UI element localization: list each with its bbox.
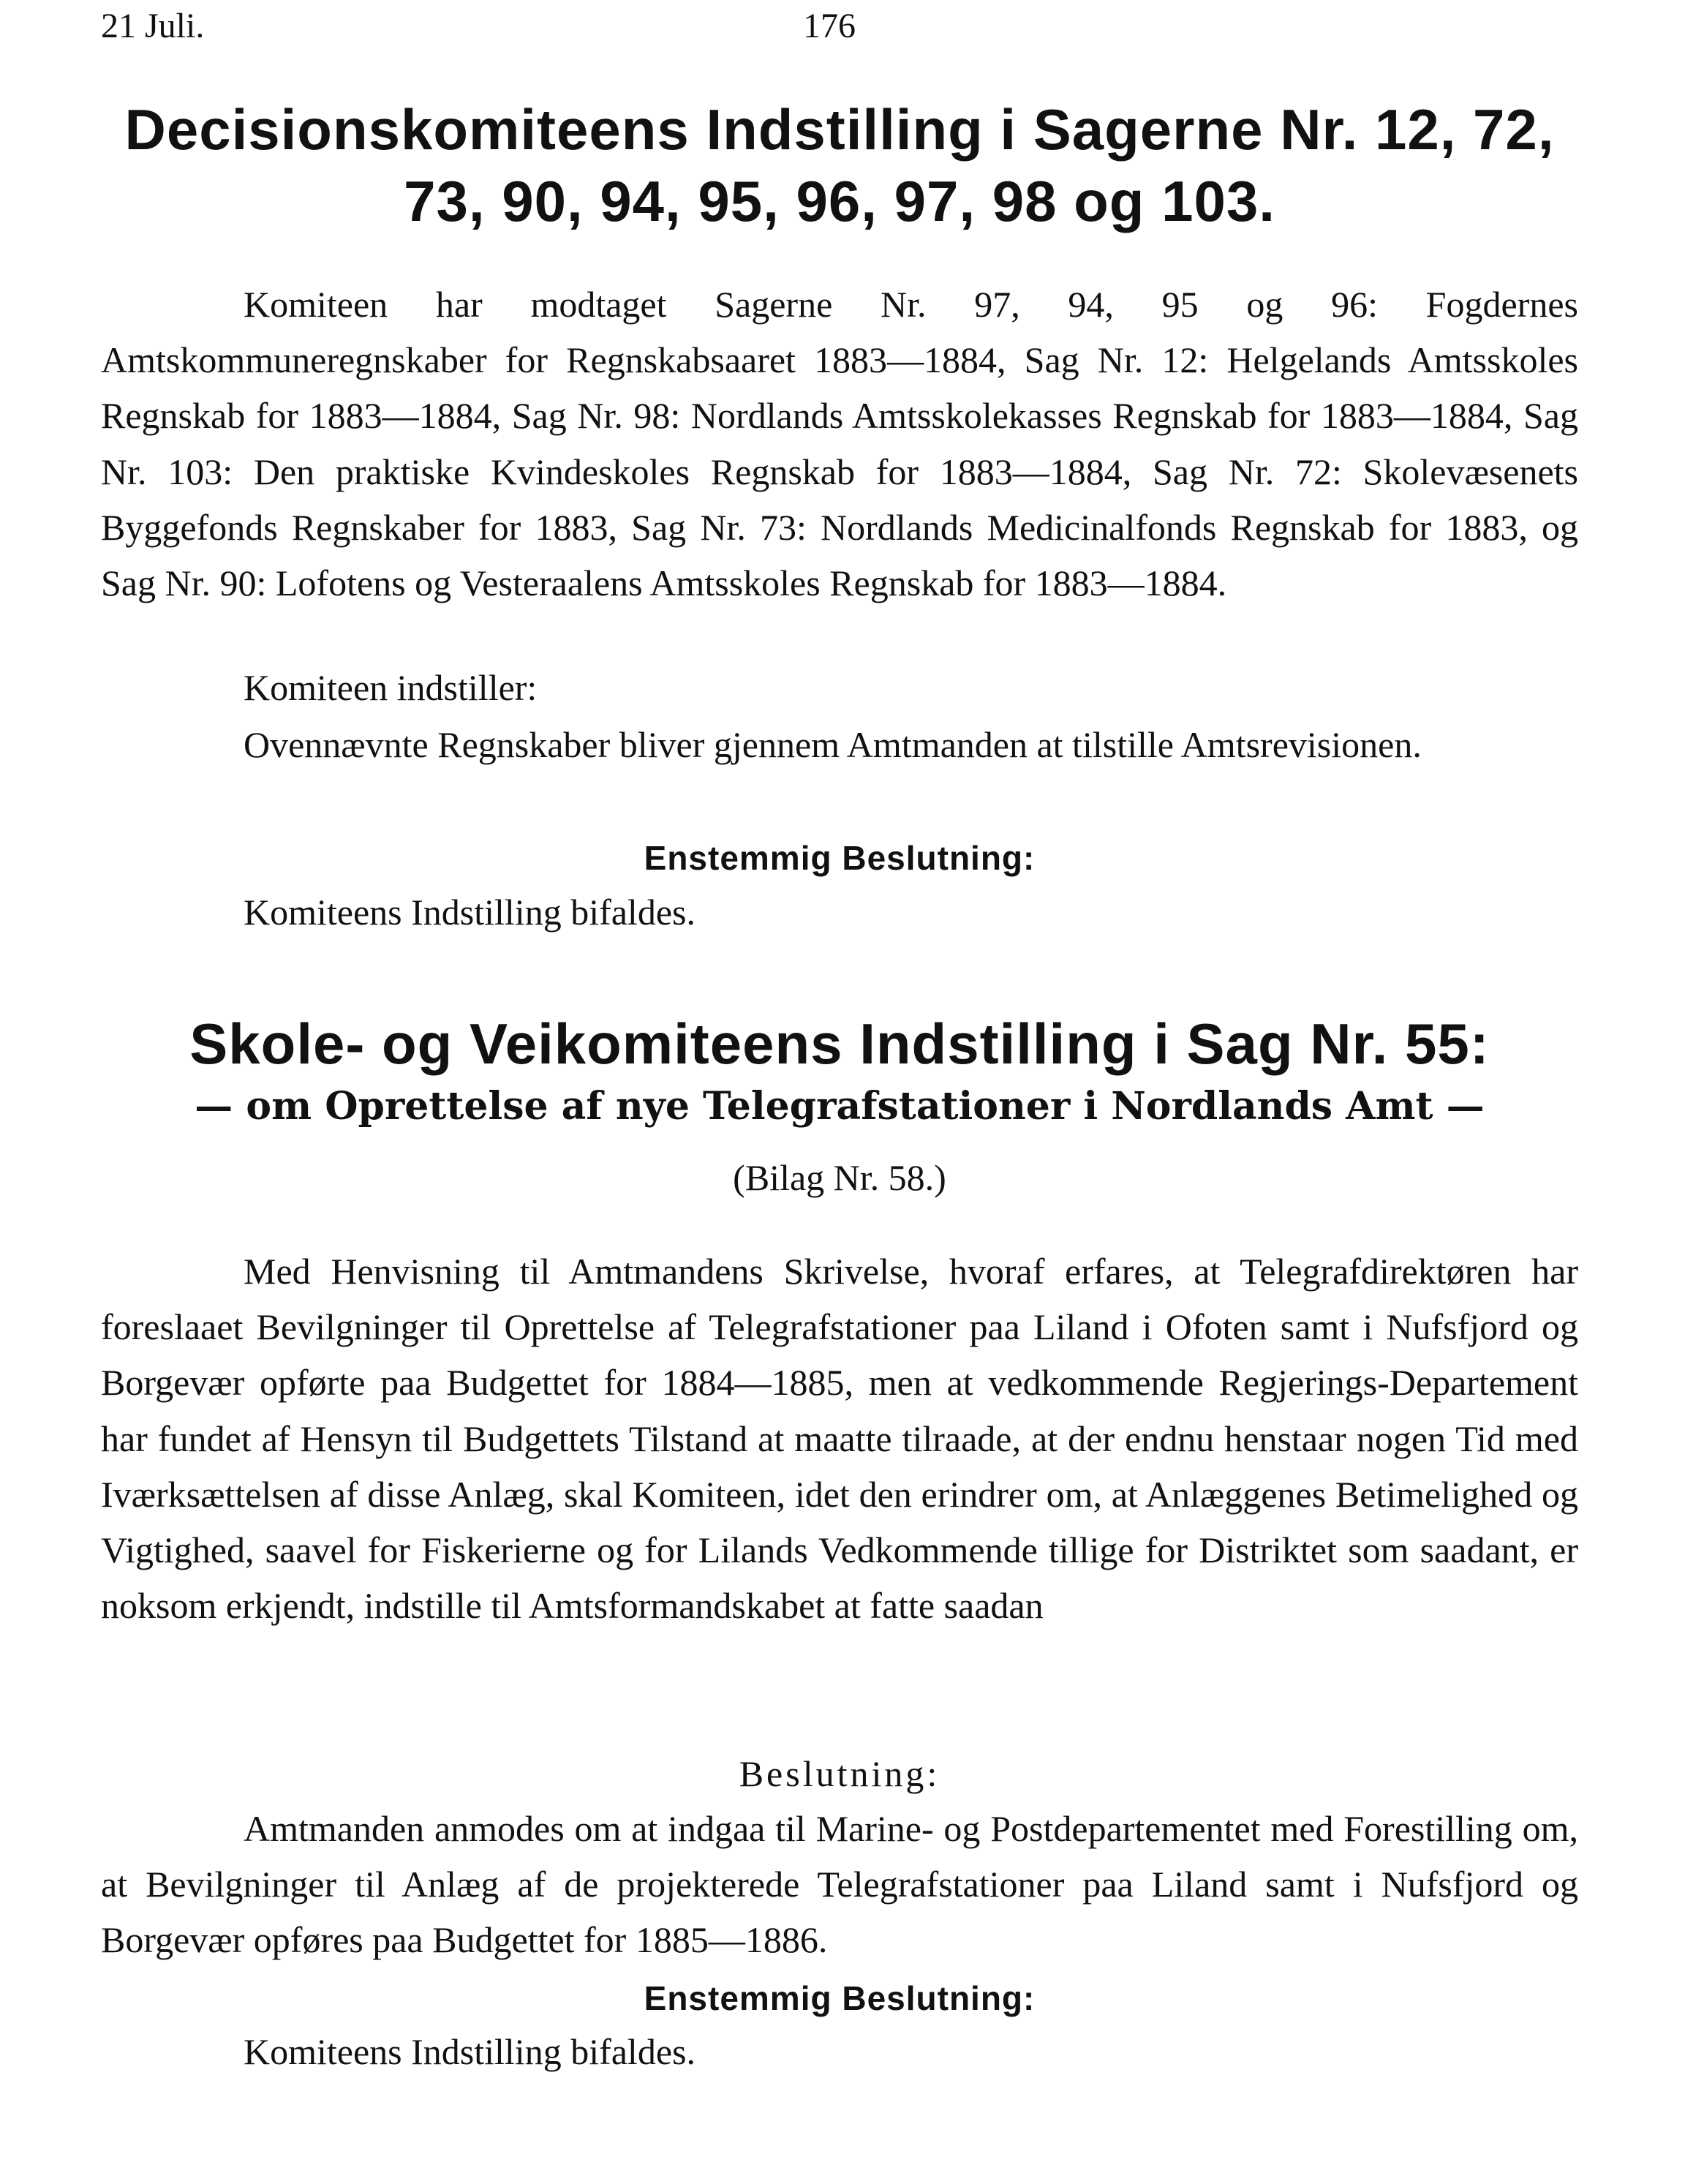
section2-resolution-text: Komiteens Indstilling bifaldes. [244, 2031, 696, 2072]
section2-body: Med Henvisning til Amtmandens Skrivelse, hvoraf erfares, at Telegrafdirektøren har foreslaaet Bevilgninger til Oprettelse af Telegrafstationer paa Liland i Ofoten samt i Nufsfjord og Borgevær opførte paa Budgettet for 1884—1885, men at vedkommende Regjerings-Departement har fundet af Hensyn til Budgettets Tilstand at maatte tilraade, at der endnu henstaar nogen Tid med Iværksættelsen af disse Anlæg, skal Komiteen, idet den erindrer om, at Anlæggenes Betimelighed og Vigtighed, saavel for Fiskerierne og for Lilands Vedkommende tillige for Distriktet som saadant, er noksom erkjendt, indstille til Amtsformandskabet at fatte saadan [101, 1251, 1578, 1627]
appendix-reference: (Bilag Nr. 58.) [733, 1157, 946, 1198]
section1-recommendation: Ovennævnte Regnskaber bliver gjennem Amtmanden at tilstille Amtsrevisionen. [244, 724, 1422, 765]
section2-proposal-text: Amtmanden anmodes om at indgaa til Marine- og Postdepartementet med Forestilling om, at Bevilgninger til Anlæg af de projekterede Telegrafstationer paa Liland samt i Nufsfjord og Borgevær opføres paa Budgettet for 1885—1886. [101, 1808, 1578, 1961]
section1-heading: Decisionskomiteens Indstilling i Sagerne Nr. 12, 72, 73, 90, 94, 95, 96, 97, 98 og 103. [124, 97, 1555, 233]
running-head-date: 21 Juli. [101, 7, 205, 45]
section2-proposal-label: Beslutning: [739, 1753, 940, 1794]
section1-resolution-text: Komiteens Indstilling bifaldes. [244, 892, 696, 933]
section1-body: Komiteen har modtaget Sagerne Nr. 97, 94, 95 og 96: Fogdernes Amtskommuneregnskaber for Regnskabsaaret 1883—1884, Sag Nr. 12: Helgelands Amtsskoles Regnskab for 1883—1884, Sag Nr. 98: Nordlands Amtsskolekasses Regnskab for 1883—1884, Sag Nr. 103: Den praktiske Kvindeskoles Regnskab for 1883—1884, Sag Nr. 72: Skolevæsenets Byggefonds Regnskaber for 1883, Sag Nr. 73: Nordlands Medicinalfonds Regnskab for 1883, og Sag Nr. 90: Lofotens og Vesteraalens Amtsskoles Regnskab for 1883—1884. [101, 284, 1578, 604]
section2-heading: Skole- og Veikomiteens Indstilling i Sag Nr. 55: [189, 1012, 1490, 1076]
page-number: 176 [803, 7, 856, 45]
running-head [101, 6, 1578, 57]
section2-resolution-label: Enstemmig Beslutning: [644, 1979, 1036, 2017]
section2-subheading: — om Oprettelse af nye Telegrafstationer i Nordlands Amt — [195, 1084, 1485, 1129]
section1-resolution-label: Enstemmig Beslutning: [644, 839, 1036, 877]
section1-recommends-line: Komiteen indstiller: [244, 667, 538, 708]
